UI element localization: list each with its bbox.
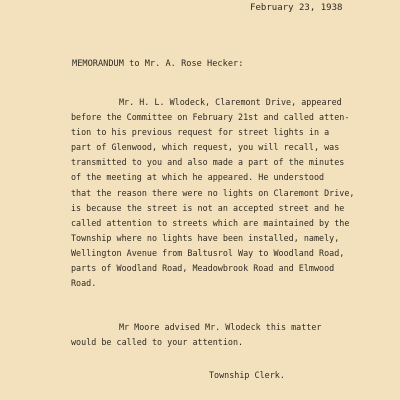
paragraph-line: Road. bbox=[71, 278, 97, 289]
paragraph-line: parts of Woodland Road, Meadowbrook Road and Elmwood bbox=[71, 263, 335, 274]
paragraph-line: before the Committee on February 21st and called atten- bbox=[71, 112, 350, 123]
paragraph-line: Township where no lights have been installed, namely, bbox=[71, 232, 340, 243]
paragraph-line: of the meeting at which he appeared. He understood bbox=[71, 172, 325, 183]
memo-signature: Township Clerk. bbox=[209, 370, 285, 380]
memo-date: February 23, 1938 bbox=[250, 3, 343, 13]
paragraph-line: would be called to your attention. bbox=[71, 337, 244, 348]
paragraph-line: Mr. H. L. Wlodeck, Claremont Drive, appeared bbox=[119, 97, 342, 107]
paragraph-line: is because the street is not an accepted street and he bbox=[71, 202, 345, 213]
paragraph-line: part of Glenwood, which request, you will recall, was bbox=[71, 142, 340, 153]
memo-salutation: MEMORANDUM to Mr. A. Rose Hecker: bbox=[72, 59, 244, 69]
paragraph-line: called attention to streets which are maintained by the bbox=[71, 217, 350, 228]
paragraph-line: Mr Moore advised Mr. Wlodeck this matter bbox=[119, 322, 322, 332]
paragraph-line: Wellington Avenue from Baltusrol Way to Woodland Road, bbox=[71, 247, 345, 258]
paragraph-line: transmitted to you and also made a part of the minutes bbox=[71, 157, 345, 168]
paragraph-line: tion to his previous request for street lights in a bbox=[71, 127, 330, 138]
paragraph-line: that the reason there were no lights on Claremont Drive, bbox=[71, 187, 355, 198]
memo-paragraph-2 bbox=[71, 320, 371, 350]
memo-paragraph-1 bbox=[71, 95, 371, 291]
